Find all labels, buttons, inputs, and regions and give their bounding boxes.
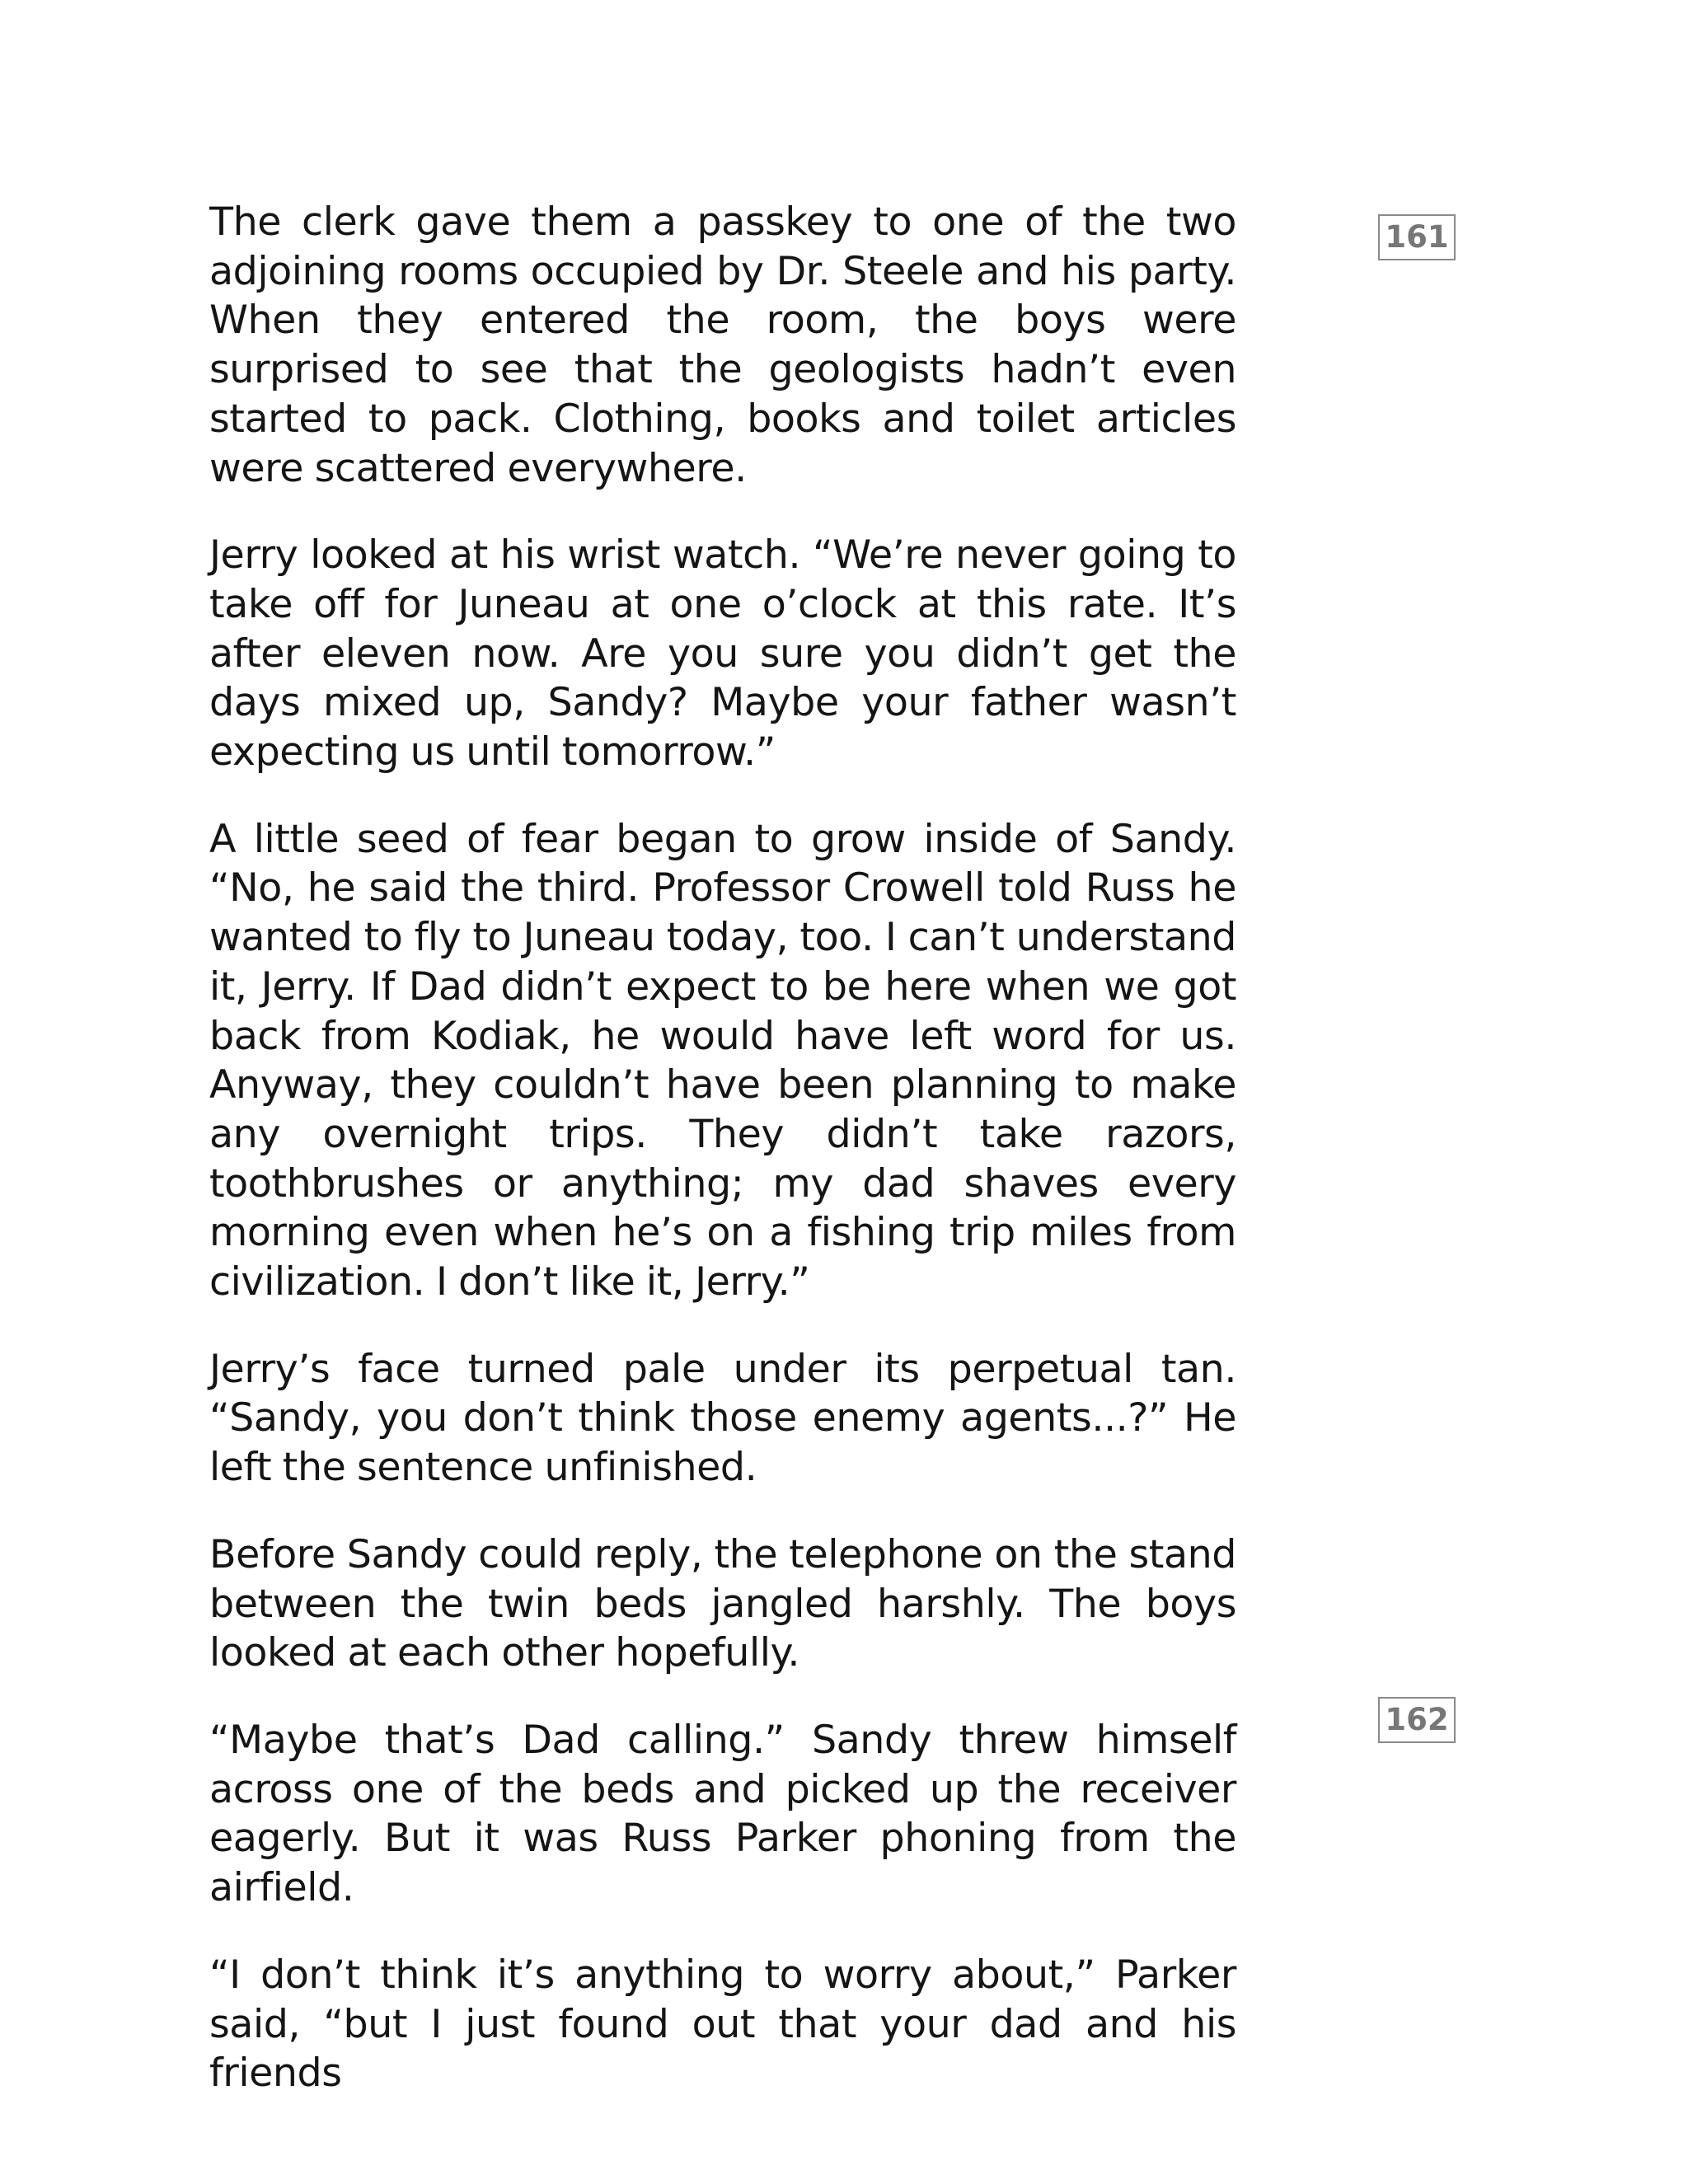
page-number-marker: 161 xyxy=(1378,214,1456,260)
paragraph: The clerk gave them a passkey to one of the two adjoining rooms occupied by Dr. Steele and his party. When they entered the room, the boys were surprised to see that the geologists hadn’t even started to pack. Clothing, books and toilet articles were scattered everywhere. xyxy=(209,199,1236,491)
paragraph: “Maybe that’s Dad calling.” Sandy threw himself across one of the beds and picked up the receiver eagerly. But it was Russ Parker phoning from the airfield. xyxy=(209,1717,1236,1911)
paragraph: Before Sandy could reply, the telephone on the stand between the twin beds jangled harshly. The boys looked at each other hopefully. xyxy=(209,1531,1236,1676)
paragraph: “I don’t think it’s anything to worry about,” Parker said, “but I just found out that your dad and his friends xyxy=(209,1952,1236,2097)
body-text xyxy=(209,198,1236,2136)
page-number-marker: 162 xyxy=(1378,1697,1456,1743)
paragraph: Jerry’s face turned pale under its perpetual tan. “Sandy, you don’t think those enemy agents...?” He left the sentence unfinished. xyxy=(209,1346,1236,1491)
paragraph: Jerry looked at his wrist watch. “We’re never going to take off for Juneau at one o’clock at this rate. It’s after eleven now. Are you sure you didn’t get the days mixed up, Sandy? Maybe your father wasn’t expecting us until tomorrow.” xyxy=(209,532,1236,776)
paragraph: A little seed of fear began to grow inside of Sandy. “No, he said the third. Professor Crowell told Russ he wanted to fly to Juneau today, too. I can’t understand it, Jerry. If Dad didn’t expect to be here when we got back from Kodiak, he would have left word for us. Anyway, they couldn’t have been planning to make any overnight trips. They didn’t take razors, toothbrushes or anything; my dad shaves every morning even when he’s on a fishing trip miles from civilization. I don’t like it, Jerry.” xyxy=(209,816,1236,1305)
